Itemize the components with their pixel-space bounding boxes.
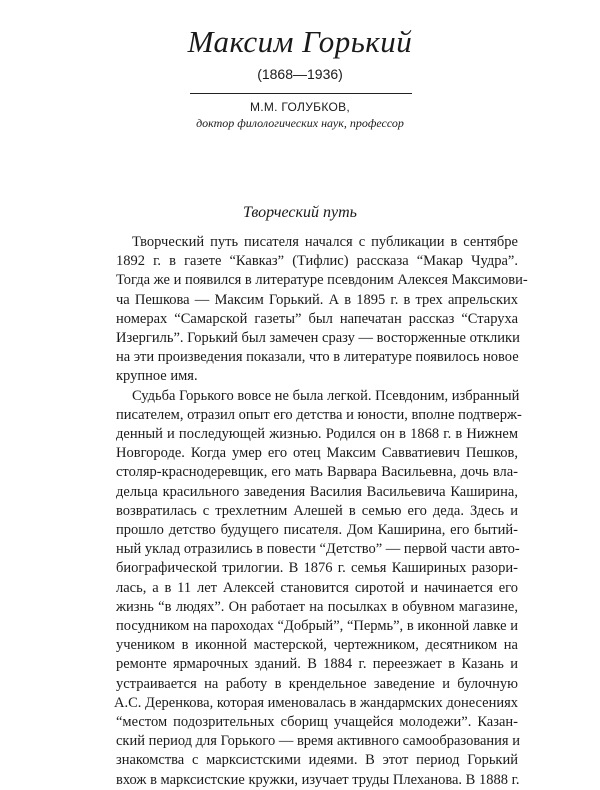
author-degree: доктор филологических наук, профессор <box>196 116 404 130</box>
text-line: устраивается на работу в крендельное заведение и булочную <box>116 675 518 692</box>
text-line: крупное имя. <box>116 368 198 385</box>
text-line: Творческий путь писателя начался с публикации в сентябре <box>132 234 518 250</box>
text-line: дельца красильного заведения Василия Васильевича Каширина, <box>116 483 518 500</box>
text-line: Судьба Горького вовсе не была легкой. Псевдоним, избранный <box>132 387 520 404</box>
text-line: ский период для Горького — время активного самообразования и <box>116 733 520 750</box>
text-line: на эти произведения показали, что в литературе появилось новое <box>116 349 519 366</box>
text-line: ремонте ярмарочных зданий. В 1884 г. переезжает в Казань и <box>116 656 518 673</box>
text-line: А.С. Деренкова, которая именовалась в жандармских донесениях <box>114 694 519 711</box>
body-text <box>114 233 528 790</box>
text-line: столяр-краснодеревщик, его мать Варвара Васильевна, дочь вла- <box>116 464 518 481</box>
text-line: лась, а в 11 лет Алексей становится сиротой и начинается его <box>116 579 518 596</box>
text-line: знакомства с марксистскими идеями. В этот период Горький <box>116 752 518 769</box>
text-line: ча Пешкова — Максим Горький. А в 1895 г. в трех апрельских <box>116 291 518 308</box>
text-line: писателем, отразил опыт его детства и юности, вполне подтверж- <box>116 406 522 423</box>
text-line: ный уклад отразились в повести “Детство” — первой части авто- <box>116 541 520 558</box>
text-line: 1892 г. в газете “Кавказ” (Тифлис) рассказа “Макар Чудра”. <box>116 253 518 270</box>
text-line: Изергиль”. Горький был замечен сразу — восторженные отклики <box>116 330 520 347</box>
header-divider <box>190 93 412 94</box>
text-line: “местом подозрительных сборищ учащейся молодежи”. Казан- <box>116 714 518 731</box>
text-line: Тогда же и появился в литературе псевдоним Алексея Максимови- <box>116 272 528 289</box>
text-line: учеником в иконной мастерской, чертежником, десятником на <box>116 637 518 654</box>
text-line: денный и последующей жизнью. Родился он в 1868 г. в Нижнем <box>116 426 518 443</box>
life-years: (1868—1936) <box>257 66 343 82</box>
text-line: Новгороде. Когда умер его отец Максим Савватиевич Пешков, <box>116 445 518 462</box>
text-line: возвратилась с трехлетним Алешей в семью его деда. Здесь и <box>116 502 518 519</box>
author-name: М.М. ГОЛУБКОВ, <box>249 100 351 114</box>
text-line: номерах “Самарской газеты” был напечатан рассказ “Старуха <box>116 310 518 327</box>
text-line: прошло детство будущего писателя. Дом Каширина, его бытий- <box>116 522 518 539</box>
text-line: вхож в марксистские кружки, изучает труды Плеханова. В 1888 г. <box>116 771 520 788</box>
text-line: посудником на пароходах “Добрый”, “Пермь”, в иконной лавке и <box>116 618 518 635</box>
text-line: биографической трилогии. В 1876 г. семья Кашириных разори- <box>116 560 518 577</box>
section-title: Творческий путь <box>243 204 357 221</box>
text-line: жизнь “в людях”. Он работает на посылках в обувном магазине, <box>116 598 518 615</box>
article-title: Максим Горький <box>187 24 413 59</box>
